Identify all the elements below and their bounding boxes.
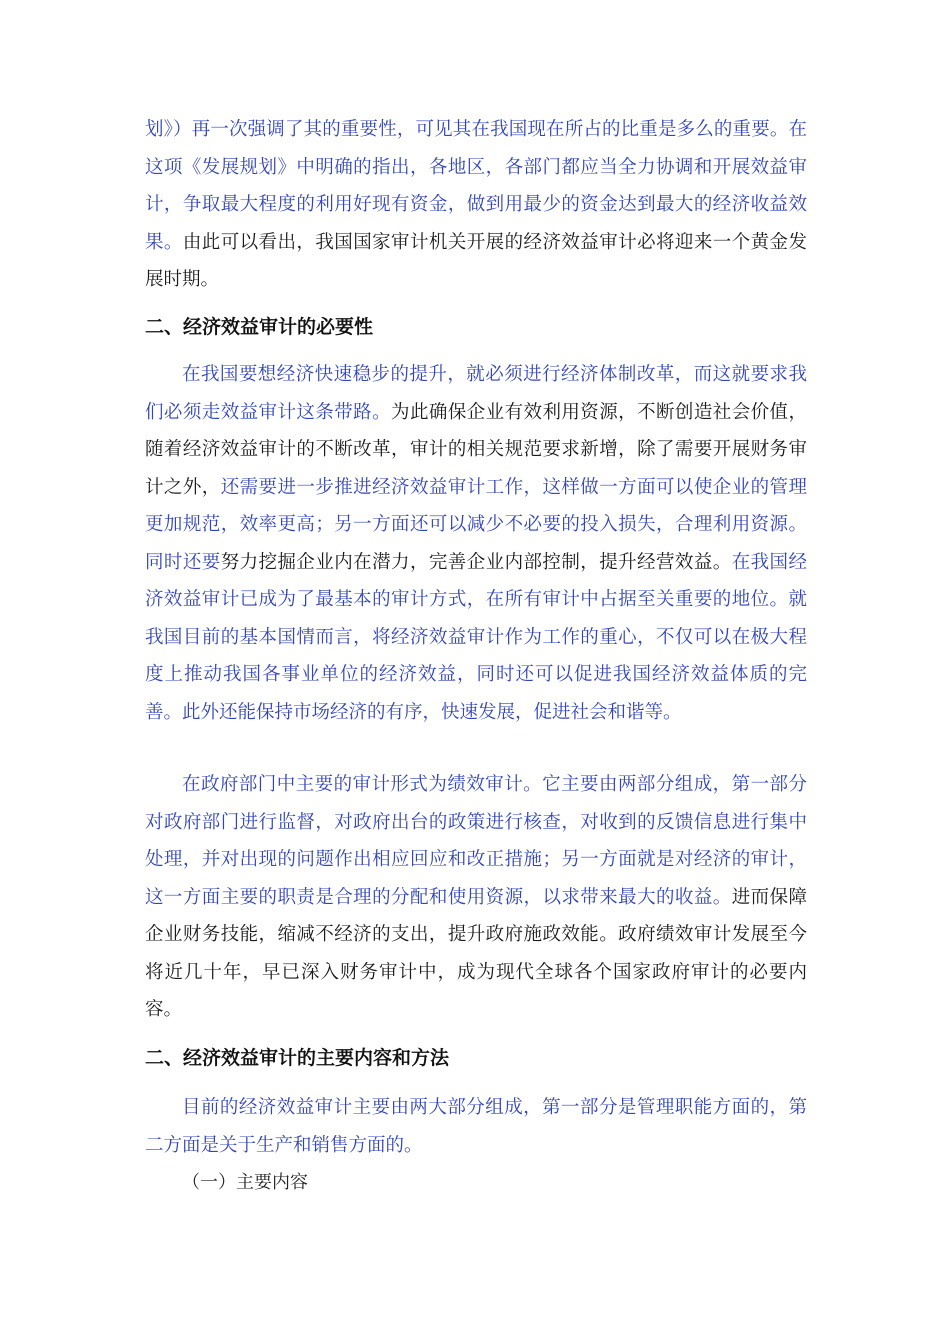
paragraph-government-audit-blue: 在政府部门中主要的审计形式为绩效审计。它主要由两部分组成，第一部分对政府部门进行监督，对政府出台的政策进行核查，对收到的反馈信息进行集中处理，并对出现的问题作出相应回应和改正措施；另一方面就是对经济的审计，这一方面主要的职责是合理的分配和使用资源，以求带来最大的收益。	[145, 774, 807, 908]
paragraph-necessity-blue-3: 在我国经济效益审计已成为了最基本的审计方式，在所有审计中占据至关重要的地位。就我国目前的基本国情而言，将经济效益审计作为工作的重心，不仅可以在极大程度上推动我国各事业单位的经济效益，同时还可以促进我国经济效益体质的完善。此外还能保持市场经济的有序，快速发展，促进社会和谐等。	[145, 551, 807, 723]
paragraph-necessity	[145, 356, 807, 731]
section-heading-content-methods: 二、经济效益审计的主要内容和方法	[145, 1047, 450, 1069]
paragraph-two-parts	[145, 1089, 807, 1164]
paragraph-two-parts-blue: 目前的经济效益审计主要由两大部分组成，第一部分是管理职能方面的，第二方面是关于生产和销售方面的。	[145, 1097, 807, 1156]
paragraph-intro-black-text: 由此可以看出，我国国家审计机关开展的经济效益审计必将迎来一个黄金发展时期。	[145, 231, 807, 290]
section-heading-necessity: 二、经济效益审计的必要性	[145, 316, 374, 338]
paragraph-necessity-black-2: 努力挖掘企业内在潜力，完善企业内部控制，提升经营效益。	[220, 551, 732, 573]
paragraph-intro-blue-text: 划》）再一次强调了其的重要性，可见其在我国现在所占的比重是多么的重要。在这项《发展规划》中明确的指出，各地区，各部门都应当全力协调和开展效益审计，争取最大程度的利用好现有资金，做到用最少的资金达到最大的经济收益效果。	[145, 119, 807, 253]
subsection-heading-main-content: （一）主要内容	[182, 1172, 308, 1193]
paragraph-government-audit-black: 进而保障企业财务技能，缩减不经济的支出，提升政府施政效能。政府绩效审计发展至今将近几十年，早已深入财务审计中，成为现代全球各个国家政府审计的必要内容。	[145, 886, 807, 1020]
paragraph-necessity-blue-2: 还需要进一步推进经济效益审计工作，这样做一方面可以使企业的管理更加规范，效率更高；另一方面还可以减少不必要的投入损失，合理利用资源。同时还要	[145, 476, 807, 573]
paragraph-intro	[145, 111, 807, 299]
paragraph-necessity-black-1: 为此确保企业有效利用资源，不断创造社会价值，随着经济效益审计的不断改革，审计的相关规范要求新增，除了需要开展财务审计之外，	[145, 401, 807, 498]
paragraph-necessity-blue-1: 在我国要想经济快速稳步的提升，就必须进行经济体制改革，而这就要求我们必须走效益审计这条带路。	[145, 364, 807, 423]
paragraph-government-audit	[145, 766, 807, 1029]
